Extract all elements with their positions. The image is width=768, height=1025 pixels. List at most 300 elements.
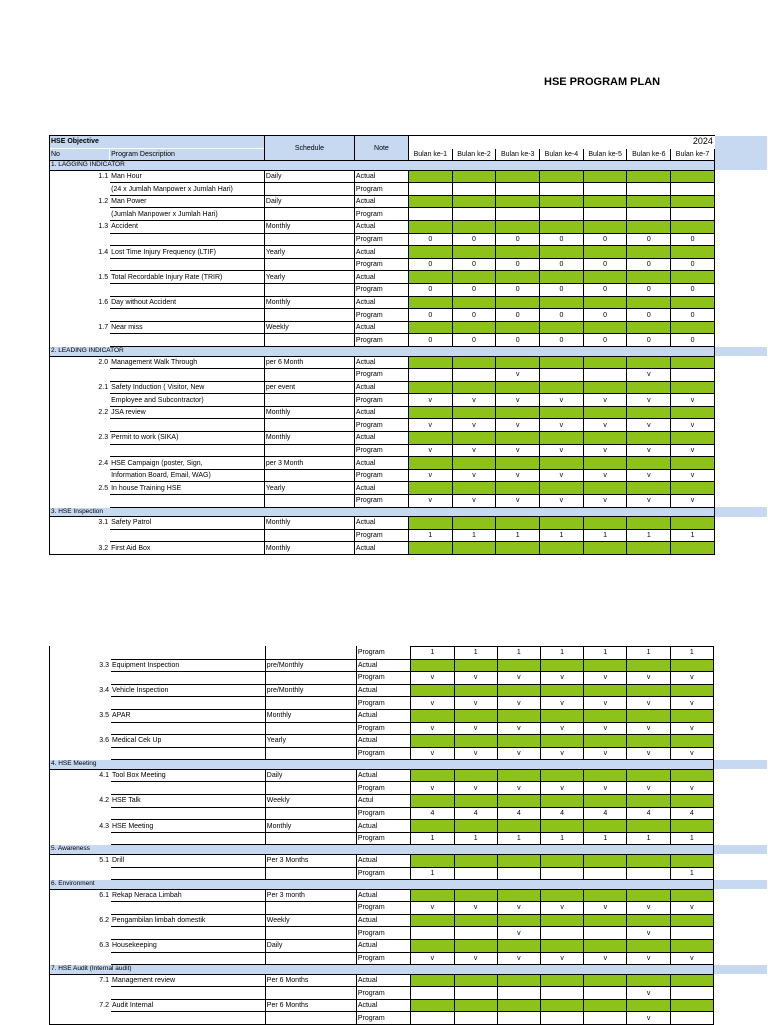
row-tail [713, 820, 767, 833]
month-6-cell [627, 356, 671, 369]
month-5-cell [583, 369, 627, 382]
month-7-cell [671, 271, 715, 284]
month-7-cell [671, 296, 715, 309]
row-tail [714, 406, 767, 419]
month-6-cell [627, 684, 670, 697]
note-cell: Program [354, 469, 408, 482]
month-7-cell [670, 939, 713, 952]
month-7-cell [670, 927, 713, 940]
month-1-cell [408, 356, 452, 369]
note-cell: Program [354, 334, 408, 347]
note-cell: Actual [354, 432, 408, 445]
month-3-cell: v [497, 952, 540, 965]
row-tail [713, 782, 767, 795]
month-4-cell: v [541, 747, 584, 760]
month-1-cell: v [411, 747, 454, 760]
month-4-cell [540, 432, 584, 445]
note-cell: Actual [356, 735, 410, 748]
item-number [50, 722, 111, 735]
month-1-cell: v [411, 902, 454, 915]
month-2-cell [452, 208, 496, 221]
row-tail [713, 659, 767, 672]
row-tail [714, 334, 767, 347]
month-1-cell: v [408, 444, 452, 457]
section-title: 6. Environment [50, 880, 714, 890]
month-5-cell [584, 659, 627, 672]
month-1-cell: v [408, 419, 452, 432]
program-description [110, 309, 265, 322]
item-number: 3.4 [50, 684, 111, 697]
schedule-cell: Monthly [264, 432, 354, 445]
program-row [50, 495, 768, 508]
month-5-cell [583, 321, 627, 334]
month-4-cell [541, 659, 584, 672]
month-4-cell [540, 296, 584, 309]
month-6-cell: 1 [627, 832, 670, 845]
month-1-cell: v [411, 722, 454, 735]
month-4-cell [541, 987, 584, 1000]
month-4-cell: 0 [540, 334, 584, 347]
month-3-cell: v [497, 697, 540, 710]
program-description [111, 902, 266, 915]
note-cell: Program [356, 927, 410, 940]
month-1-cell [408, 369, 452, 382]
month-2-cell: v [454, 747, 497, 760]
month-5-cell [584, 684, 627, 697]
month-1-cell: 1 [408, 529, 452, 542]
month-5-cell [584, 820, 627, 833]
month-3-cell [497, 735, 540, 748]
month-3-cell [496, 208, 540, 221]
schedule-cell [264, 529, 354, 542]
item-number: 2.5 [50, 482, 110, 495]
month-3-cell: v [496, 444, 540, 457]
header-month-3: Bulan ke-3 [496, 148, 540, 161]
item-number [50, 258, 110, 271]
month-2-cell: v [452, 495, 496, 508]
month-3-cell [496, 195, 540, 208]
item-number: 1.2 [50, 195, 110, 208]
note-cell: Program [354, 208, 408, 221]
month-4-cell [540, 381, 584, 394]
item-number [50, 208, 110, 221]
month-1-cell [411, 914, 454, 927]
month-7-cell [671, 321, 715, 334]
month-2-cell: 0 [452, 309, 496, 322]
month-3-cell [497, 999, 540, 1012]
actual-row [50, 820, 768, 833]
program-description: JSA review [110, 406, 265, 419]
row-tail [713, 807, 767, 820]
month-4-cell: v [541, 952, 584, 965]
row-tail [714, 208, 767, 221]
month-7-cell: 0 [671, 233, 715, 246]
actual-row [50, 432, 768, 445]
note-cell: Actual [354, 542, 408, 555]
row-tail [713, 684, 767, 697]
month-5-cell [583, 542, 627, 555]
month-4-cell [541, 999, 584, 1012]
section-tail [713, 965, 767, 975]
schedule-cell: Weekly [265, 795, 356, 808]
month-1-cell [408, 183, 452, 196]
program-description: Tool Box Meeting [111, 769, 266, 782]
month-6-cell [627, 795, 670, 808]
month-7-cell [671, 381, 715, 394]
section-title: 3. HSE Inspection [50, 507, 715, 517]
actual-row [50, 321, 768, 334]
month-3-cell: 1 [497, 647, 540, 660]
month-2-cell: v [454, 697, 497, 710]
note-cell: Actual [354, 170, 408, 183]
month-1-cell: 0 [408, 309, 452, 322]
month-4-cell [540, 221, 584, 234]
month-1-cell [408, 432, 452, 445]
program-description: Permit to work (SIKA) [110, 432, 265, 445]
month-7-cell [671, 406, 715, 419]
month-5-cell [584, 735, 627, 748]
section-title: 2. LEADING INDICATOR [50, 347, 715, 357]
month-2-cell [452, 321, 496, 334]
program-description [110, 529, 265, 542]
row-tail [714, 309, 767, 322]
section-title: 4. HSE Meeting [50, 760, 714, 770]
month-7-cell: 1 [671, 529, 715, 542]
header-month-1: Bulan ke-1 [408, 148, 452, 161]
month-3-cell [496, 296, 540, 309]
program-row [50, 987, 768, 1000]
actual-row [50, 246, 768, 259]
month-3-cell [497, 939, 540, 952]
item-number: 4.2 [50, 795, 111, 808]
month-2-cell [454, 659, 497, 672]
month-4-cell [541, 914, 584, 927]
schedule-cell [265, 987, 356, 1000]
actual-row [50, 482, 768, 495]
month-6-cell [627, 406, 671, 419]
month-1-cell [411, 769, 454, 782]
month-3-cell: v [496, 394, 540, 407]
program-description: First Aid Box [110, 542, 265, 555]
schedule-cell [264, 208, 354, 221]
row-tail [714, 170, 767, 183]
month-1-cell: 1 [411, 832, 454, 845]
note-cell: Actual [354, 321, 408, 334]
program-description: HSE Campaign (poster, Sign, [110, 457, 265, 470]
section-header-row [50, 507, 768, 517]
schedule-cell [265, 832, 356, 845]
month-7-cell [671, 356, 715, 369]
schedule-cell: Monthly [264, 296, 354, 309]
month-3-cell: v [496, 419, 540, 432]
month-4-cell [541, 867, 584, 880]
month-6-cell: v [627, 495, 671, 508]
program-description [111, 832, 266, 845]
section-header-row [50, 161, 768, 171]
month-1-cell [408, 517, 452, 530]
month-6-cell: 4 [627, 807, 670, 820]
row-tail [714, 469, 767, 482]
month-4-cell [541, 684, 584, 697]
note-cell: Program [354, 284, 408, 297]
program-description: Audit Internal [111, 999, 266, 1012]
month-1-cell [411, 987, 454, 1000]
month-7-cell [671, 195, 715, 208]
note-cell: Program [356, 987, 410, 1000]
month-3-cell [496, 183, 540, 196]
month-7-cell [671, 517, 715, 530]
month-2-cell [452, 406, 496, 419]
month-7-cell [670, 709, 713, 722]
month-2-cell: 1 [454, 832, 497, 845]
program-description [111, 782, 266, 795]
note-cell: Actual [356, 659, 410, 672]
schedule-cell [264, 469, 354, 482]
item-number: 1.7 [50, 321, 110, 334]
month-5-cell [583, 208, 627, 221]
row-tail [713, 974, 767, 987]
schedule-cell: Monthly [264, 542, 354, 555]
note-cell: Actual [356, 684, 410, 697]
month-2-cell: 0 [452, 284, 496, 297]
program-description: Vehicle Inspection [111, 684, 266, 697]
month-2-cell [452, 381, 496, 394]
month-3-cell: v [496, 495, 540, 508]
program-description: Accident [110, 221, 265, 234]
program-description: Total Recordable Injury Rate (TRIR) [110, 271, 265, 284]
month-1-cell [408, 296, 452, 309]
item-number: 6.3 [50, 939, 111, 952]
month-5-cell [584, 914, 627, 927]
hse-plan-table-page1 [49, 135, 768, 555]
note-cell: Actual [356, 854, 410, 867]
month-1-cell [411, 889, 454, 902]
program-description [111, 647, 266, 660]
month-3-cell: v [497, 927, 540, 940]
month-3-cell [497, 684, 540, 697]
actual-row [50, 889, 768, 902]
row-tail [713, 672, 767, 685]
item-number: 1.3 [50, 221, 110, 234]
note-cell: Program [356, 1012, 410, 1025]
program-description: Medical Cek Up [111, 735, 266, 748]
schedule-cell: Monthly [264, 406, 354, 419]
month-7-cell [670, 999, 713, 1012]
month-6-cell: v [627, 394, 671, 407]
month-7-cell [671, 221, 715, 234]
month-2-cell [452, 542, 496, 555]
program-description [110, 284, 265, 297]
program-row [50, 369, 768, 382]
month-1-cell [411, 795, 454, 808]
month-6-cell [627, 432, 671, 445]
schedule-cell [265, 697, 356, 710]
actual-row [50, 170, 768, 183]
month-7-cell: v [670, 722, 713, 735]
month-5-cell: v [584, 902, 627, 915]
item-number: 1.5 [50, 271, 110, 284]
month-5-cell [584, 889, 627, 902]
month-2-cell [454, 1012, 497, 1025]
month-7-cell: 1 [670, 867, 713, 880]
actual-row [50, 381, 768, 394]
actual-row [50, 769, 768, 782]
month-7-cell: v [671, 495, 715, 508]
month-1-cell [408, 482, 452, 495]
note-cell: Program [354, 369, 408, 382]
month-4-cell [541, 939, 584, 952]
schedule-cell [264, 258, 354, 271]
actual-row [50, 709, 768, 722]
actual-row [50, 974, 768, 987]
schedule-cell: Yearly [264, 482, 354, 495]
header-schedule: Schedule [264, 136, 354, 161]
program-description: Man Power [110, 195, 265, 208]
month-1-cell: v [411, 782, 454, 795]
month-1-cell: 4 [411, 807, 454, 820]
schedule-cell: Monthly [264, 517, 354, 530]
month-7-cell: v [670, 782, 713, 795]
month-5-cell: v [583, 419, 627, 432]
header-month-7: Bulan ke-7 [671, 148, 715, 161]
item-number [50, 284, 110, 297]
program-row [50, 233, 768, 246]
row-tail [713, 889, 767, 902]
section-header-row [50, 965, 768, 975]
month-2-cell: 0 [452, 334, 496, 347]
note-cell: Program [356, 747, 410, 760]
program-row [50, 419, 768, 432]
schedule-cell [264, 444, 354, 457]
schedule-cell [265, 722, 356, 735]
month-6-cell [627, 709, 670, 722]
schedule-cell: Monthly [264, 221, 354, 234]
schedule-cell [265, 747, 356, 760]
month-2-cell: v [454, 722, 497, 735]
month-6-cell: v [627, 1012, 670, 1025]
actual-row [50, 795, 768, 808]
month-4-cell: 1 [540, 529, 584, 542]
row-tail [714, 457, 767, 470]
month-4-cell [540, 271, 584, 284]
program-description: Day without Accident [110, 296, 265, 309]
schedule-cell [264, 495, 354, 508]
month-2-cell [454, 795, 497, 808]
month-5-cell: v [583, 444, 627, 457]
schedule-cell [265, 782, 356, 795]
month-4-cell: 0 [540, 258, 584, 271]
month-6-cell [627, 820, 670, 833]
month-3-cell [496, 432, 540, 445]
month-7-cell [671, 542, 715, 555]
note-cell: Actual [356, 974, 410, 987]
month-7-cell [670, 889, 713, 902]
month-5-cell [584, 987, 627, 1000]
month-6-cell [627, 939, 670, 952]
month-7-cell [671, 432, 715, 445]
schedule-cell [264, 183, 354, 196]
month-1-cell [408, 321, 452, 334]
program-row [50, 208, 768, 221]
item-number: 3.5 [50, 709, 111, 722]
section-tail [713, 880, 767, 890]
row-tail [713, 735, 767, 748]
section-tail [714, 161, 767, 171]
schedule-cell [264, 284, 354, 297]
month-4-cell: v [541, 902, 584, 915]
month-1-cell [408, 246, 452, 259]
schedule-cell: Daily [265, 769, 356, 782]
note-cell: Actul [356, 795, 410, 808]
month-6-cell [627, 735, 670, 748]
row-tail [714, 321, 767, 334]
month-5-cell [583, 356, 627, 369]
program-row [50, 258, 768, 271]
month-5-cell [583, 482, 627, 495]
month-3-cell: 0 [496, 258, 540, 271]
month-7-cell: 0 [671, 258, 715, 271]
program-row [50, 927, 768, 940]
row-tail [713, 939, 767, 952]
program-row [50, 284, 768, 297]
month-4-cell [540, 406, 584, 419]
month-1-cell [408, 542, 452, 555]
month-6-cell [627, 381, 671, 394]
item-number: 3.1 [50, 517, 110, 530]
program-description: Near miss [110, 321, 265, 334]
note-cell: Actual [354, 195, 408, 208]
item-number: 1.4 [50, 246, 110, 259]
month-6-cell: v [627, 672, 670, 685]
month-3-cell [497, 889, 540, 902]
month-7-cell [670, 820, 713, 833]
month-7-cell: 4 [670, 807, 713, 820]
month-5-cell [584, 1012, 627, 1025]
month-6-cell: 1 [627, 529, 671, 542]
schedule-cell: pre/Monthly [265, 684, 356, 697]
row-tail [714, 246, 767, 259]
month-3-cell [497, 659, 540, 672]
note-cell: Actual [354, 406, 408, 419]
section-title: 1. LAGGING INDICATOR [50, 161, 715, 171]
month-6-cell [627, 517, 671, 530]
month-4-cell [541, 974, 584, 987]
month-4-cell [540, 246, 584, 259]
month-7-cell [671, 183, 715, 196]
row-tail [713, 854, 767, 867]
month-4-cell [541, 709, 584, 722]
row-tail [714, 482, 767, 495]
program-description [111, 722, 266, 735]
month-7-cell [671, 170, 715, 183]
month-1-cell [408, 457, 452, 470]
schedule-cell [265, 672, 356, 685]
row-tail [714, 296, 767, 309]
month-6-cell: 1 [627, 647, 670, 660]
month-3-cell [497, 769, 540, 782]
note-cell: Program [356, 672, 410, 685]
month-5-cell: 1 [583, 529, 627, 542]
item-number: 2.2 [50, 406, 110, 419]
program-description [111, 1012, 266, 1025]
note-cell: Actual [354, 246, 408, 259]
month-6-cell [627, 321, 671, 334]
month-1-cell: 1 [411, 867, 454, 880]
item-number [50, 672, 111, 685]
month-5-cell [583, 271, 627, 284]
schedule-cell: pre/Monthly [265, 659, 356, 672]
row-tail [714, 195, 767, 208]
